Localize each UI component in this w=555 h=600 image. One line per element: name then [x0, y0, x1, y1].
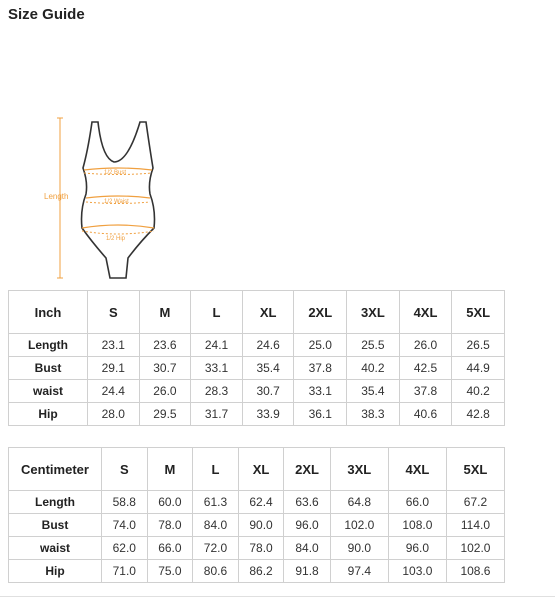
table-cell: 28.3 [191, 380, 243, 403]
table-cell: 102.0 [330, 514, 388, 537]
size-header: 3XL [347, 291, 400, 334]
bust-label: 1/2 Bust [104, 170, 127, 176]
table-cell: 40.2 [452, 380, 505, 403]
inch-size-table [8, 290, 505, 426]
table-cell: 24.4 [88, 380, 140, 403]
row-label: waist [9, 380, 88, 403]
table-row [9, 514, 505, 537]
waist-label: 1/2 Waist [104, 199, 129, 205]
table-cell: 29.1 [88, 357, 140, 380]
table-cell: 29.5 [139, 403, 191, 426]
unit-header: Centimeter [9, 448, 102, 491]
size-header: XL [238, 448, 284, 491]
table-cell: 23.1 [88, 334, 140, 357]
table-cell: 42.5 [399, 357, 452, 380]
table-cell: 35.4 [347, 380, 400, 403]
table-cell: 75.0 [147, 560, 193, 583]
table-row [9, 403, 505, 426]
size-header: 4XL [399, 291, 452, 334]
table-cell: 36.1 [294, 403, 347, 426]
table-cell: 26.0 [139, 380, 191, 403]
row-label: Hip [9, 560, 102, 583]
size-header: 5XL [452, 291, 505, 334]
table-row [9, 357, 505, 380]
row-label: Length [9, 491, 102, 514]
table-cell: 90.0 [330, 537, 388, 560]
size-header: 4XL [388, 448, 446, 491]
size-header: S [102, 448, 148, 491]
row-label: Bust [9, 357, 88, 380]
size-header: 3XL [330, 448, 388, 491]
row-label: Bust [9, 514, 102, 537]
table-cell: 58.8 [102, 491, 148, 514]
table-cell: 37.8 [399, 380, 452, 403]
table-cell: 38.3 [347, 403, 400, 426]
table-cell: 63.6 [284, 491, 330, 514]
table-cell: 37.8 [294, 357, 347, 380]
table-cell: 90.0 [238, 514, 284, 537]
table-cell: 102.0 [446, 537, 504, 560]
table-cell: 103.0 [388, 560, 446, 583]
table-cell: 108.0 [388, 514, 446, 537]
page-title: Size Guide [8, 6, 85, 23]
row-label: Length [9, 334, 88, 357]
table-cell: 31.7 [191, 403, 243, 426]
table-cell: 35.4 [242, 357, 294, 380]
table-header-row [9, 291, 505, 334]
table-cell: 26.5 [452, 334, 505, 357]
table-cell: 108.6 [446, 560, 504, 583]
table-cell: 96.0 [388, 537, 446, 560]
size-header: M [139, 291, 191, 334]
table-cell: 84.0 [284, 537, 330, 560]
table-cell: 60.0 [147, 491, 193, 514]
size-header: S [88, 291, 140, 334]
table-cell: 33.1 [294, 380, 347, 403]
table-row [9, 560, 505, 583]
table-cell: 64.8 [330, 491, 388, 514]
table-row [9, 334, 505, 357]
table-cell: 33.1 [191, 357, 243, 380]
table-cell: 72.0 [193, 537, 239, 560]
table-cell: 66.0 [388, 491, 446, 514]
table-cell: 30.7 [139, 357, 191, 380]
hip-label: 1/2 Hip [106, 236, 126, 242]
table-cell: 44.9 [452, 357, 505, 380]
table-cell: 67.2 [446, 491, 504, 514]
table-cell: 71.0 [102, 560, 148, 583]
centimeter-size-table [8, 447, 505, 583]
table-cell: 30.7 [242, 380, 294, 403]
table-cell: 42.8 [452, 403, 505, 426]
table-cell: 96.0 [284, 514, 330, 537]
table-cell: 33.9 [242, 403, 294, 426]
table-cell: 25.5 [347, 334, 400, 357]
table-cell: 80.6 [193, 560, 239, 583]
table-cell: 26.0 [399, 334, 452, 357]
unit-header: Inch [9, 291, 88, 334]
table-cell: 24.6 [242, 334, 294, 357]
table-cell: 78.0 [147, 514, 193, 537]
table-cell: 25.0 [294, 334, 347, 357]
table-row [9, 380, 505, 403]
size-header: 5XL [446, 448, 504, 491]
table-row [9, 537, 505, 560]
table-cell: 61.3 [193, 491, 239, 514]
table-cell: 78.0 [238, 537, 284, 560]
size-header: L [193, 448, 239, 491]
swimsuit-outline-icon [40, 110, 180, 285]
size-header: 2XL [284, 448, 330, 491]
table-cell: 62.0 [102, 537, 148, 560]
divider [0, 596, 555, 597]
table-cell: 91.8 [284, 560, 330, 583]
table-cell: 74.0 [102, 514, 148, 537]
size-header: 2XL [294, 291, 347, 334]
table-cell: 23.6 [139, 334, 191, 357]
row-label: Hip [9, 403, 88, 426]
table-cell: 40.2 [347, 357, 400, 380]
table-cell: 62.4 [238, 491, 284, 514]
table-cell: 97.4 [330, 560, 388, 583]
size-header: XL [242, 291, 294, 334]
length-label: Length [44, 192, 69, 201]
size-header: M [147, 448, 193, 491]
table-cell: 66.0 [147, 537, 193, 560]
table-header-row [9, 448, 505, 491]
size-header: L [191, 291, 243, 334]
row-label: waist [9, 537, 102, 560]
table-cell: 24.1 [191, 334, 243, 357]
table-cell: 114.0 [446, 514, 504, 537]
table-cell: 28.0 [88, 403, 140, 426]
table-cell: 84.0 [193, 514, 239, 537]
table-row [9, 491, 505, 514]
table-cell: 86.2 [238, 560, 284, 583]
table-cell: 40.6 [399, 403, 452, 426]
swimsuit-measurement-figure [40, 110, 180, 285]
